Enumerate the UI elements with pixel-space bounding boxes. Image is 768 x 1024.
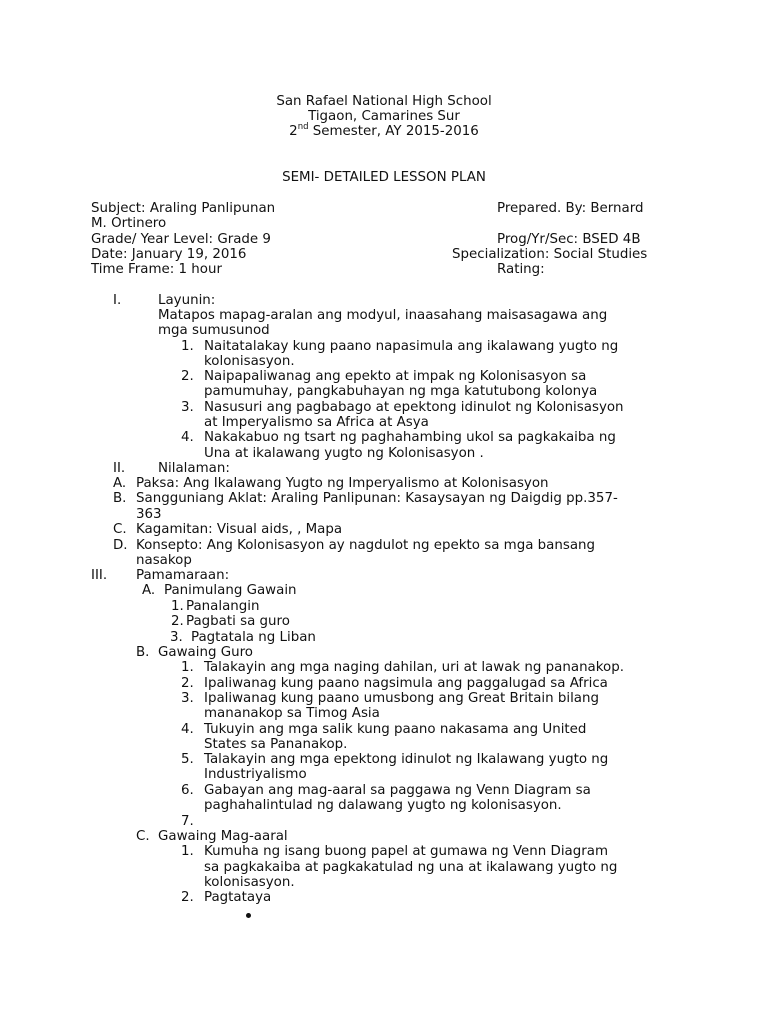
procedure-a-1-text: Panalangin	[186, 599, 260, 614]
student-task-1-number: 1.	[181, 844, 194, 859]
objective-1-text: Naitatalakay kung paano napasimula ang ikalawang yugto ng	[204, 339, 619, 354]
student-task-1-text: Kumuha ng isang buong papel at gumawa ng Venn Diagram	[204, 844, 608, 859]
prepared-by-field: Prepared. By: Bernard	[497, 201, 644, 216]
content-b-text-cont: 363	[136, 507, 162, 522]
section-1-title: Layunin:	[158, 293, 216, 308]
semester-line	[0, 121, 768, 140]
teacher-task-6-text-cont: paghahalintulad ng dalawang yugto ng kolonisasyon.	[204, 798, 562, 813]
objective-2-text: Naipapaliwanag ang epekto at impak ng Kolonisasyon sa	[204, 369, 587, 384]
teacher-task-2-number: 2.	[181, 676, 194, 691]
rating-field: Rating:	[497, 262, 545, 277]
content-d-text-cont: nasakop	[136, 553, 192, 568]
procedure-a-1-number: 1.	[171, 599, 184, 614]
section-3-number: III.	[91, 568, 108, 583]
prog-field: Prog/Yr/Sec: BSED 4B	[497, 232, 641, 247]
content-a-letter: A.	[113, 476, 127, 491]
student-task-2-number: 2.	[181, 890, 194, 905]
content-a-text: Paksa: Ang Ikalawang Yugto ng Imperyalismo at Kolonisasyon	[136, 476, 549, 491]
objective-4-number: 4.	[181, 430, 194, 445]
semester-text: Semester, AY 2015-2016	[308, 124, 479, 139]
bullet-icon	[246, 913, 251, 918]
teacher-task-2-text: Ipaliwanag kung paano nagsimula ang paggalugad sa Africa	[204, 676, 608, 691]
content-d-letter: D.	[113, 538, 128, 553]
prepared-by-continued: M. Ortinero	[91, 216, 167, 231]
section-2-title: Nilalaman:	[158, 461, 230, 476]
objective-1-text-cont: kolonisasyon.	[204, 354, 295, 369]
section-1-number: I.	[113, 293, 122, 308]
objective-3-text-cont: at Imperyalismo sa Africa at Asya	[204, 415, 429, 430]
semester-number: 2	[289, 124, 298, 139]
section-3-title: Pamamaraan:	[136, 568, 230, 583]
section-1-intro: Matapos mapag-aralan ang modyul, inaasahang maisasagawa ang	[158, 308, 608, 323]
teacher-task-3-number: 3.	[181, 691, 194, 706]
objective-4-text: Nakakabuo ng tsart ng paghahambing ukol sa pagkakaiba ng	[204, 430, 616, 445]
document-title: SEMI- DETAILED LESSON PLAN	[282, 170, 486, 185]
content-b-letter: B.	[113, 491, 127, 506]
teacher-task-6-text: Gabayan ang mag-aaral sa paggawa ng Venn Diagram sa	[204, 783, 591, 798]
teacher-task-6-number: 6.	[181, 783, 194, 798]
procedure-a-2-text: Pagbati sa guro	[186, 614, 290, 629]
teacher-task-1-text: Talakayin ang mga naging dahilan, uri at lawak ng pananakop.	[204, 660, 624, 675]
content-d-text: Konsepto: Ang Kolonisasyon ay nagdulot ng epekto sa mga bansang	[136, 538, 596, 553]
teacher-task-3-text: Ipaliwanag kung paano umusbong ang Great Britain bilang	[204, 691, 600, 706]
date-field: Date: January 19, 2016	[91, 247, 247, 262]
procedure-a-3-number: 3.	[170, 630, 183, 645]
content-c-text: Kagamitan: Visual aids, , Mapa	[136, 522, 343, 537]
teacher-task-5-text: Talakayin ang mga epektong idinulot ng Ikalawang yugto ng	[204, 752, 609, 767]
teacher-task-5-text-cont: Industriyalismo	[204, 767, 307, 782]
objective-2-number: 2.	[181, 369, 194, 384]
procedure-b-letter: B.	[136, 645, 150, 660]
teacher-task-3-text-cont: mananakop sa Timog Asia	[204, 706, 380, 721]
student-task-1-text-cont-2: kolonisasyon.	[204, 875, 295, 890]
procedure-a-letter: A.	[142, 583, 156, 598]
teacher-task-1-number: 1.	[181, 660, 194, 675]
objective-2-text-cont: pamumuhay, pangkabuhayan ng mga katutubong kolonya	[204, 384, 598, 399]
procedure-a-title: Panimulang Gawain	[164, 583, 297, 598]
semester-suffix: nd	[297, 121, 309, 132]
objective-4-text-cont: Una at ikalawang yugto ng Kolonisasyon .	[204, 446, 484, 461]
school-name: San Rafael National High School	[276, 94, 492, 109]
student-task-1-text-cont: sa pagkakaiba at pagkakatulad ng una at ikalawang yugto ng	[204, 860, 618, 875]
objective-3-text: Nasusuri ang pagbabago at epektong idinulot ng Kolonisasyon	[204, 400, 624, 415]
procedure-b-title: Gawaing Guro	[158, 645, 253, 660]
section-1-intro-cont: mga sumusunod	[158, 323, 270, 338]
procedure-a-2-number: 2.	[171, 614, 184, 629]
content-c-letter: C.	[113, 522, 127, 537]
procedure-a-3-text: Pagtatala ng Liban	[191, 630, 316, 645]
objective-3-number: 3.	[181, 400, 194, 415]
teacher-task-4-number: 4.	[181, 722, 194, 737]
procedure-c-title: Gawaing Mag-aaral	[158, 829, 288, 844]
teacher-task-7-number: 7.	[181, 814, 194, 829]
procedure-c-letter: C.	[136, 829, 150, 844]
school-location: Tigaon, Camarines Sur	[308, 109, 460, 124]
section-2-number: II.	[113, 461, 126, 476]
content-b-text: Sangguniang Aklat: Araling Panlipunan: Kasaysayan ng Daigdig pp.357-	[136, 491, 618, 506]
specialization-field: Specialization: Social Studies	[452, 247, 648, 262]
teacher-task-4-text-cont: States sa Pananakop.	[204, 737, 348, 752]
teacher-task-4-text: Tukuyin ang mga salik kung paano nakasama ang United	[204, 722, 587, 737]
time-frame-field: Time Frame: 1 hour	[91, 262, 222, 277]
teacher-task-5-number: 5.	[181, 752, 194, 767]
student-task-2-text: Pagtataya	[204, 890, 272, 905]
grade-field: Grade/ Year Level: Grade 9	[91, 232, 271, 247]
objective-1-number: 1.	[181, 339, 194, 354]
subject-field: Subject: Araling Panlipunan	[91, 201, 276, 216]
